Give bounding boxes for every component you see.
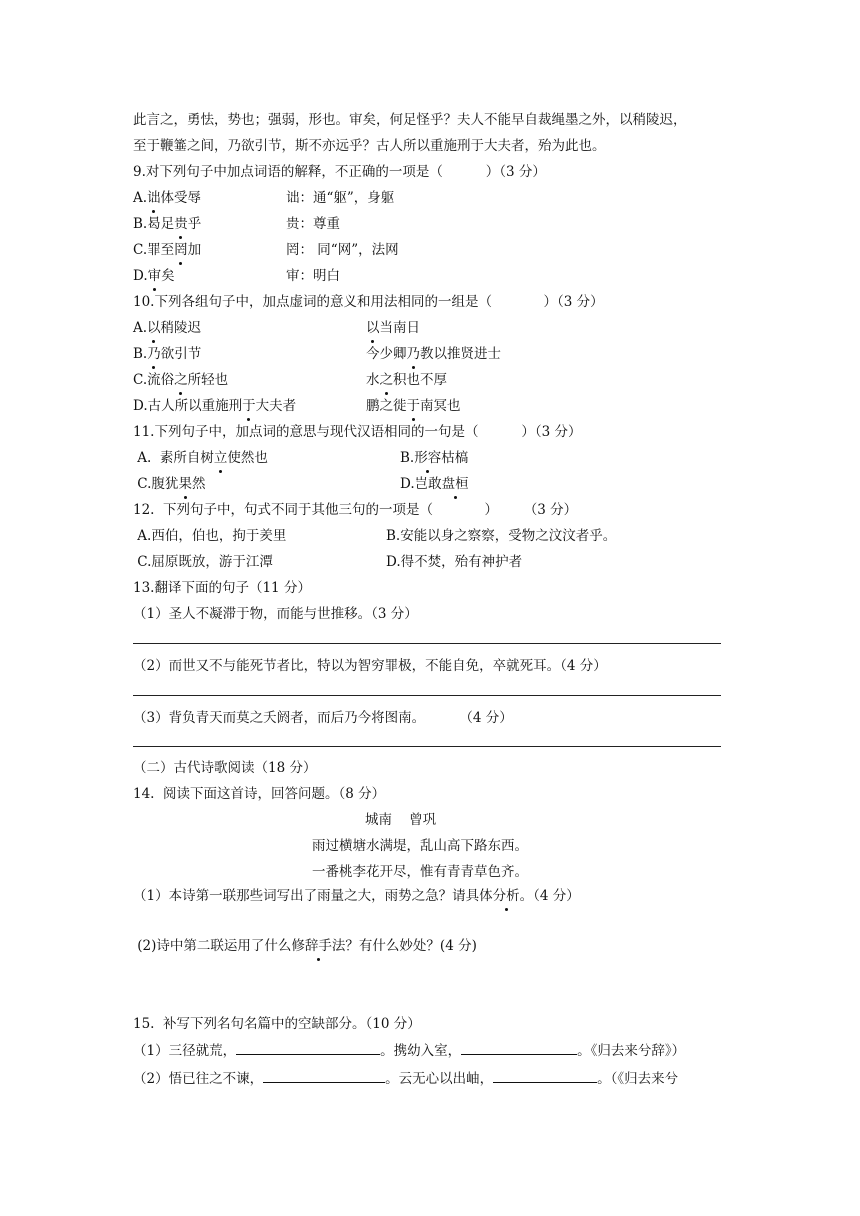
option-text: 体受辱 [160, 190, 202, 206]
option-text: A. [133, 320, 148, 336]
question-15-line-1 [133, 1040, 685, 1061]
option-text: C.腹犹 [133, 476, 179, 492]
dotted-word: 盘桓 [441, 476, 469, 492]
question-text: ？有什么妙处？(4 分) [345, 938, 477, 954]
option-text: 鹏之徙 [366, 398, 407, 414]
option-text: 欲引节 [160, 346, 202, 362]
option-text: B.曷足 [133, 216, 175, 232]
option-10a [133, 318, 201, 338]
option-9d-explain: 审：明白 [286, 268, 340, 284]
question-text: （2）悟已往之不谏， [133, 1071, 264, 1087]
option-12b: B.安能以身之察察，受物之汶汶者乎。 [386, 528, 617, 544]
answer-line[interactable] [133, 746, 721, 747]
option-9d [133, 266, 175, 286]
fill-blank[interactable] [461, 1040, 577, 1055]
option-11d [400, 474, 469, 494]
option-text: 加 [187, 242, 202, 258]
option-text: 乎 [187, 216, 202, 232]
fill-blank[interactable] [493, 1068, 597, 1083]
dotted-word: 立 [213, 450, 228, 466]
option-text: 使然也 [227, 450, 268, 466]
question-13-stem: 13.翻译下面的句子（11 分） [133, 580, 311, 596]
passage-line-2: 至于鞭箠之间，乃欲引节，斯不亦远乎？古人所以重施刑于大夫者，殆为此也。 [133, 138, 606, 154]
option-text: 当南日 [379, 320, 420, 336]
question-14-sub-1 [133, 886, 580, 906]
option-text: 今少卿 [366, 346, 407, 362]
dotted-word: 乃 [147, 346, 161, 362]
option-10b [133, 344, 201, 364]
poem-title: 城南 曾巩 [365, 812, 437, 828]
dotted-word: 以 [366, 320, 380, 336]
question-11-stem: 11.下列句子中，加点词的意思与现代汉语相同的一句是（ ）（3 分） [133, 424, 582, 440]
option-12a: A.西伯，伯也，拘于羑里 [133, 528, 287, 544]
question-13-item-2: （2）而世又不与能死节者比，特以为智穷罪极，不能自免，卒就死耳。（4 分） [133, 658, 607, 674]
option-10c-right [366, 370, 447, 390]
question-12-stem: 12. 下列句子中，句式不同于其他三句的一项是（ ） （3 分） [133, 502, 578, 518]
option-text: D. [133, 268, 148, 284]
option-11a [133, 448, 268, 468]
option-10d-right [366, 396, 461, 416]
question-14-sub-2 [133, 936, 477, 956]
option-text: 枯槁 [441, 450, 469, 466]
question-10-stem: 10.下列各组句子中，加点虚词的意义和用法相同的一组是（ ）（3 分） [133, 294, 604, 310]
option-9c [133, 240, 201, 260]
option-text: C.流俗 [133, 372, 175, 388]
option-9a-explain: 诎：通“躯”，身躯 [286, 190, 395, 206]
option-11b [400, 448, 468, 468]
option-9c-explain: 罔： 同“网”，法网 [286, 242, 399, 258]
question-13-item-3: （3）背负青天而莫之夭阏者，而后乃今将图南。 （4 分） [133, 710, 513, 726]
question-15-line-2 [133, 1068, 678, 1089]
question-text: 。（4 分） [519, 888, 580, 904]
option-text: 稍陵迟 [160, 320, 202, 336]
poem-line-2: 一番桃李花开尽，惟有青青草色齐。 [312, 864, 528, 880]
option-text: B. [400, 450, 415, 466]
fill-blank[interactable] [236, 1040, 380, 1055]
dotted-word: 修辞手法 [291, 938, 346, 954]
question-13-item-1: （1）圣人不凝滞于物，而能与世推移。（3 分） [133, 606, 418, 622]
dotted-word: 于 [406, 398, 420, 414]
option-9b-explain: 贵：尊重 [286, 216, 340, 232]
dotted-word: 诎 [147, 190, 161, 206]
option-text: 然 [191, 476, 206, 492]
dotted-word: 乃 [406, 346, 420, 362]
option-9b [133, 214, 201, 234]
option-text: 大夫者 [255, 398, 297, 414]
option-10a-right [366, 318, 420, 338]
dotted-word: 果 [178, 476, 192, 492]
answer-line[interactable] [133, 695, 721, 696]
fill-blank[interactable] [263, 1068, 385, 1083]
question-text: （1）本诗第一联那些词写出了雨量之大，雨势之急？请具体 [133, 888, 493, 904]
question-text: 。《归去来兮辞》） [577, 1043, 686, 1059]
dotted-word: 审 [147, 268, 162, 284]
option-11c [133, 474, 205, 494]
dotted-word: 贵 [174, 216, 188, 232]
option-10d [133, 396, 296, 416]
option-text: A. [133, 190, 148, 206]
dotted-word: 形容 [414, 450, 442, 466]
option-10b-right [366, 344, 501, 364]
dotted-word: 罔 [174, 242, 188, 258]
dotted-word: 之 [379, 372, 393, 388]
answer-line[interactable] [133, 643, 721, 644]
option-12d: D.得不焚，殆有神护者 [386, 554, 523, 570]
section-heading: （二）古代诗歌阅读（18 分） [133, 760, 317, 776]
question-text: (2)诗中第二联运用了什么 [133, 938, 292, 954]
option-9a [133, 188, 201, 208]
option-text: 教以推贤进士 [420, 346, 501, 362]
option-text: B. [133, 346, 148, 362]
option-text: 矣 [161, 268, 175, 284]
question-text: 。（《归去来兮 [597, 1071, 679, 1087]
dotted-word: 以 [147, 320, 161, 336]
question-text: 。携幼入室， [380, 1043, 462, 1059]
poem-line-1: 雨过横塘水满堤，乱山高下路东西。 [312, 838, 528, 854]
question-14-stem: 14. 阅读下面这首诗，回答问题。（8 分） [133, 786, 386, 802]
question-text: （1）三径就荒， [133, 1043, 237, 1059]
question-text: 。云无心以出岫， [385, 1071, 494, 1087]
option-12c: C.屈原既放，游于江潭 [133, 554, 273, 570]
option-text: 水 [366, 372, 380, 388]
question-15-stem: 15. 补写下列名句名篇中的空缺部分。（10 分） [133, 1016, 421, 1032]
option-text: D.岂敢 [400, 476, 442, 492]
option-text: A. 素所自树 [133, 450, 214, 466]
dotted-word: 之 [174, 372, 188, 388]
option-text: C.罪至 [133, 242, 175, 258]
question-9-stem: 9.对下列句子中加点词语的解释，不正确的一项是（ ）（3 分） [133, 164, 546, 180]
passage-line-1: 此言之，勇怯，势也；强弱，形也。审矣，何足怪乎？夫人不能早自裁绳墨之外，以稍陵迟， [133, 112, 687, 128]
option-text: 积也不厚 [393, 372, 447, 388]
dotted-word: 分析 [492, 888, 520, 904]
option-text: 所轻也 [187, 372, 229, 388]
option-text: 南冥也 [420, 398, 461, 414]
option-text: D.古人所以重施刑 [133, 398, 243, 414]
option-10c [133, 370, 228, 390]
dotted-word: 于 [242, 398, 256, 414]
